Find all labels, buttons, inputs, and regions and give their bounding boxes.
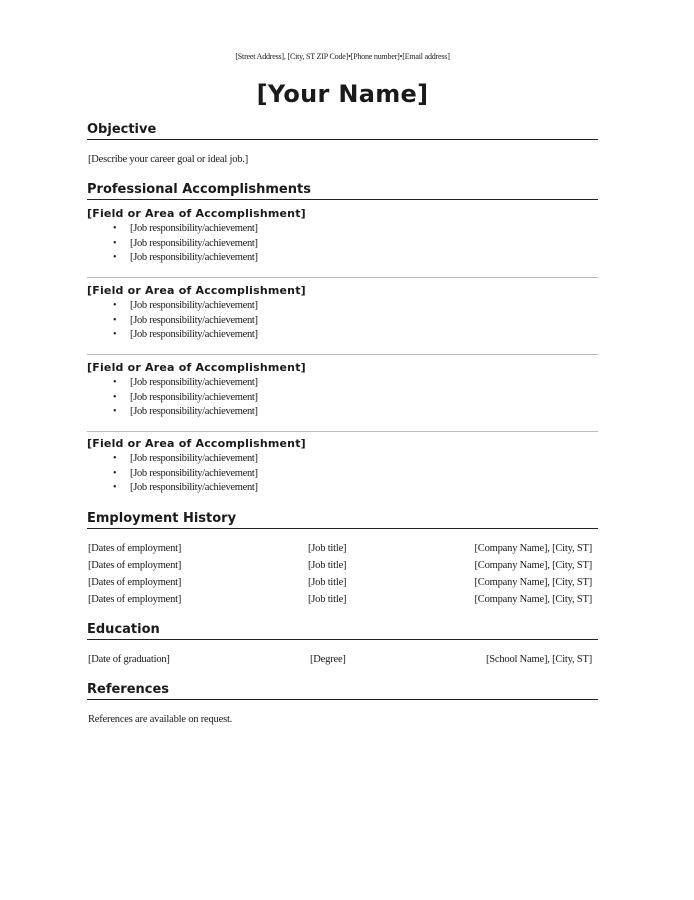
list-item-text: [Job responsibility/achievement] [130,453,258,464]
list-item-text: [Job responsibility/achievement] [130,314,258,326]
job-title: [Job title] [308,543,347,554]
list-item[interactable] [87,328,598,343]
employment-dates: [Dates of employment] [88,560,182,571]
list-item[interactable] [87,314,598,329]
employment-dates: [Dates of employment] [88,594,182,605]
list-item-text: [Job responsibility/achievement] [130,377,258,388]
objective-text[interactable]: [Describe your career goal or ideal job.] [88,154,249,165]
list-item[interactable] [87,299,598,314]
list-item[interactable] [87,251,598,266]
school-location: [School Name], [City, ST] [485,654,592,665]
list-item-text: [Job responsibility/achievement] [130,329,258,340]
accomplishment-block-1 [87,206,598,278]
bullet-icon: • [113,453,117,464]
list-item-text: [Job responsibility/achievement] [130,237,258,249]
list-item[interactable] [87,391,598,406]
accomplishment-block-3 [87,360,598,432]
list-item[interactable] [87,467,598,482]
objective-heading: Objective [87,122,598,140]
bullet-icon: • [113,300,117,311]
list-item-text: [Job responsibility/achievement] [130,406,258,417]
list-item[interactable] [87,405,598,420]
company-location: [Company Name], [City, ST] [474,560,592,571]
list-item-text: [Job responsibility/achievement] [130,223,258,234]
list-item-text: [Job responsibility/achievement] [130,482,258,493]
employment-heading: Employment History [87,511,598,529]
list-item[interactable] [87,481,598,496]
accomplishments-heading: Professional Accomplishments [87,182,598,200]
references-heading: References [87,682,598,700]
bullet-icon: • [113,252,117,263]
bullet-icon: • [113,377,117,388]
accomplishment-list [87,299,598,343]
bullet-icon: • [113,391,117,403]
graduation-date: [Date of graduation] [88,654,170,665]
list-item-text: [Job responsibility/achievement] [130,252,258,263]
bullet-icon: • [113,482,117,493]
bullet-icon: • [113,314,117,326]
degree: [Degree] [310,654,346,665]
list-item-text: [Job responsibility/achievement] [130,391,258,403]
accomplishment-list [87,222,598,266]
accomplishment-block-4 [87,436,598,504]
table-row[interactable] [88,576,592,593]
company-location: [Company Name], [City, ST] [474,577,592,588]
accomplishment-title[interactable]: [Field or Area of Accomplishment] [87,284,306,297]
bullet-icon: • [113,329,117,340]
resume-name[interactable]: [Your Name] [256,80,429,108]
bullet-icon: • [113,237,117,249]
company-location: [Company Name], [City, ST] [474,543,592,554]
bullet-icon: • [113,223,117,234]
list-item[interactable] [87,376,598,391]
references-text[interactable]: References are available on request. [88,714,233,725]
table-row[interactable] [88,593,592,610]
contact-line[interactable]: [Street Address], [City, ST ZIP Code]•[Phone number]•[Email address] [235,52,450,61]
bullet-icon: • [113,406,117,417]
table-row[interactable] [88,559,592,576]
accomplishment-title[interactable]: [Field or Area of Accomplishment] [87,207,306,220]
employment-dates: [Dates of employment] [88,543,182,554]
list-item[interactable] [87,237,598,252]
table-row[interactable] [88,542,592,559]
accomplishment-title[interactable]: [Field or Area of Accomplishment] [87,361,306,374]
list-item[interactable] [87,222,598,237]
accomplishment-block-2 [87,283,598,355]
bullet-icon: • [113,467,117,479]
company-location: [Company Name], [City, ST] [474,594,592,605]
list-item-text: [Job responsibility/achievement] [130,467,258,479]
job-title: [Job title] [308,594,347,605]
job-title: [Job title] [308,577,347,588]
list-item[interactable] [87,452,598,467]
employment-dates: [Dates of employment] [88,577,182,588]
accomplishment-title[interactable]: [Field or Area of Accomplishment] [87,437,306,450]
accomplishment-list [87,376,598,420]
education-heading: Education [87,622,598,640]
list-item-text: [Job responsibility/achievement] [130,300,258,311]
education-row[interactable] [88,653,592,670]
employment-table [88,542,592,610]
accomplishment-list [87,452,598,496]
job-title: [Job title] [308,560,347,571]
